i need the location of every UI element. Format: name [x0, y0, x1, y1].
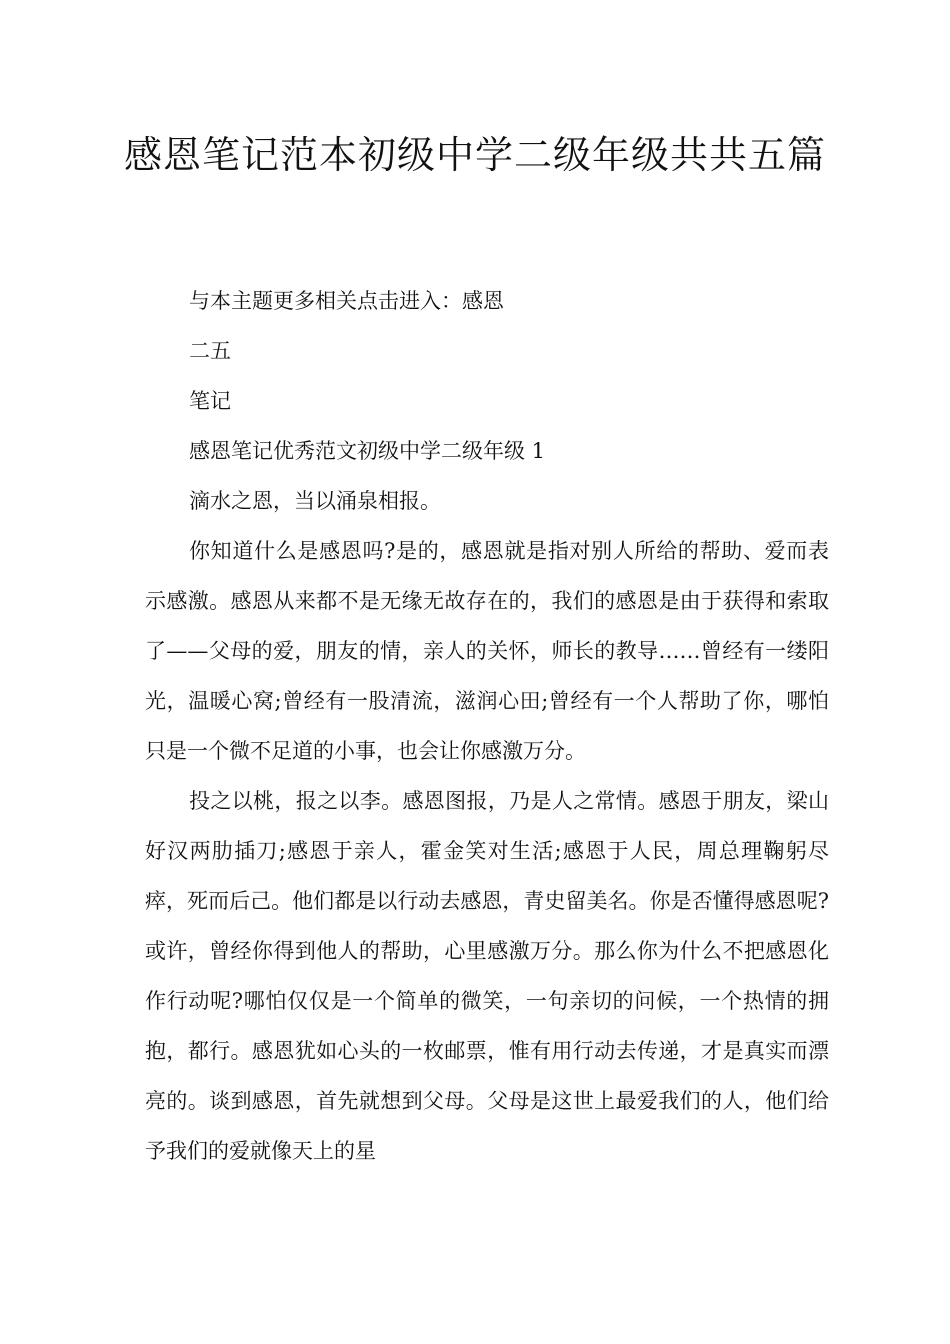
related-topic-line: 与本主题更多相关点击进入：感恩 [189, 289, 504, 313]
subheading-line-2: 笔记 [189, 389, 231, 413]
essay-paragraph: 投之以桃，报之以李。感恩图报，乃是人之常情。感恩于朋友，梁山好汉两肋插刀;感恩于亲人，霍金笑对生活;感恩于人民，周总理鞠躬尽瘁，死而后己。他们都是以行动去感恩，青史留美名。你是否懂得感恩呢?或许，曾经你得到他人的帮助，心里感激万分。那么你为什么不把感恩化作行动呢?哪怕仅仅是一个简单的微笑，一句亲切的问候，一个热情的拥抱，都行。感恩犹如心头的一枚邮票，惟有用行动去传递，才是真实而漂亮的。谈到感恩，首先就想到父母。父母是这世上最爱我们的人，他们给予我们的爱就像天上的星 [145, 789, 829, 1163]
essay-paragraph: 你知道什么是感恩吗?是的，感恩就是指对别人所给的帮助、爱而表示感激。感恩从来都不是无缘无故存在的，我们的感恩是由于获得和索取了——父母的爱，朋友的情，亲人的关怀，师长的教导……曾经有一缕阳光，温暖心窝;曾经有一股清流，滋润心田;曾经有一个人帮助了你，哪怕只是一个微不足道的小事，也会让你感激万分。 [145, 539, 829, 763]
subheading-line-1: 二五 [189, 339, 231, 363]
document-body [145, 276, 829, 1176]
document-title: 感恩笔记范本初级中学二级年级共共五篇 [123, 133, 826, 177]
essay-heading: 感恩笔记优秀范文初级中学二级年级 1 [189, 439, 546, 463]
essay-opening-line: 滴水之恩，当以涌泉相报。 [189, 489, 441, 513]
